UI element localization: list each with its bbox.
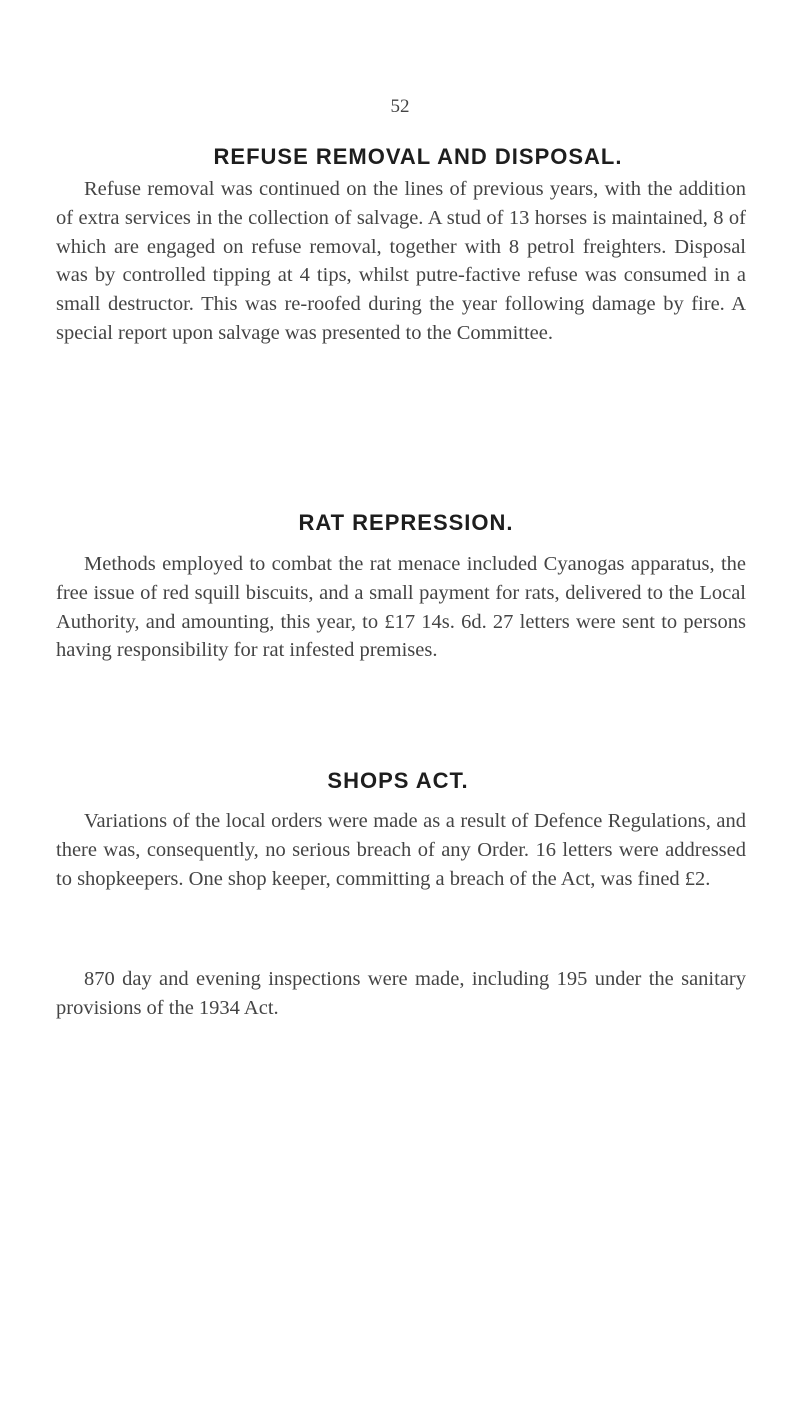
section-paragraph: Refuse removal was continued on the lines of previous years, with the addition of extra services in the collection of salvage. A stud of 13 horses is maintained, 8 of which are engaged on refuse removal, together with 8 petrol freighters. Disposal was by controlled tipping at 4 tips, whilst putre-factive refuse was consumed in a small destructor. This was re-roofed during the year following damage by fire. A special report upon salvage was presented to the Committee. xyxy=(56,178,746,344)
section-heading: REFUSE REMOVAL AND DISPOSAL. xyxy=(213,144,623,169)
section-paragraph: Variations of the local orders were made as a result of Defence Regulations, and there was, consequently, no serious breach of any Order. 16 letters were addressed to shopkeepers. One shop keeper, committing a breach of the Act, was fined £2. xyxy=(56,810,746,890)
section-refuse-removal xyxy=(56,143,746,348)
section-paragraph: Methods employed to combat the rat menace included Cyanogas apparatus, the free issue of red squill biscuits, and a small payment for rats, delivered to the Local Authority, and amounting, this year, to £17 14s. 6d. 27 letters were sent to persons having responsibility for rat infested premises. xyxy=(56,553,746,662)
inspections-paragraph: 870 day and evening inspections were made, including 195 under the sanitary provisions of the 1934 Act. xyxy=(56,968,746,1019)
section-rat-repression xyxy=(56,509,746,665)
section-shops-act xyxy=(56,767,746,893)
page-number: 52 xyxy=(390,96,410,117)
section-heading: SHOPS ACT. xyxy=(327,768,469,793)
section-heading: RAT REPRESSION. xyxy=(298,510,514,535)
